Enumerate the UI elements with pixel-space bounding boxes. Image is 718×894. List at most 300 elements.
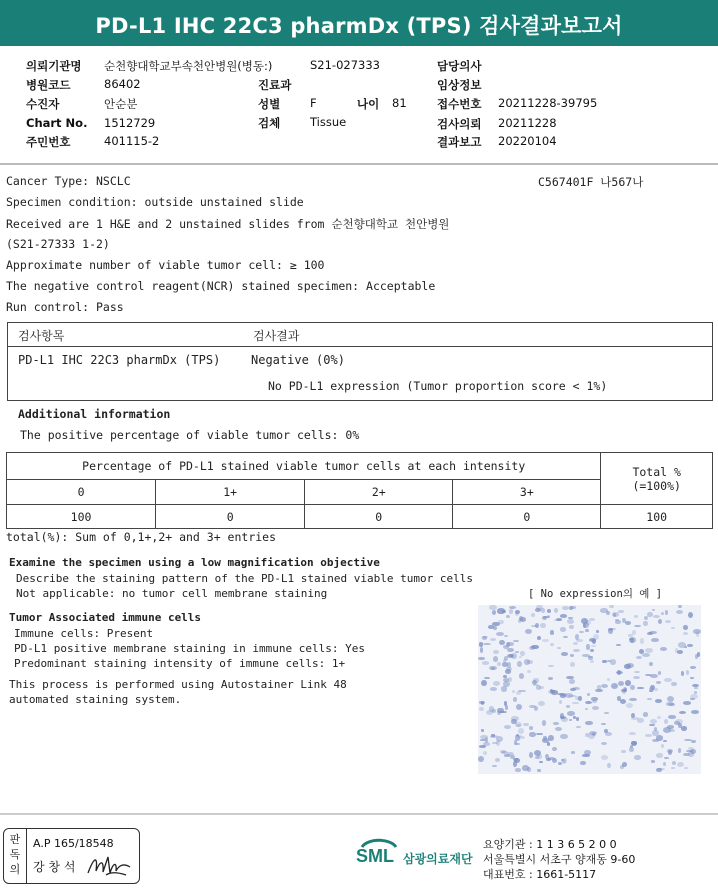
stained-nucleus bbox=[555, 727, 562, 732]
stained-nucleus bbox=[605, 732, 613, 736]
stained-nucleus bbox=[558, 762, 562, 766]
stained-nucleus bbox=[496, 736, 503, 742]
institution-value: 순천향대학교부속천안병원(병동:) bbox=[104, 59, 273, 73]
result-col-item: 검사항목 bbox=[18, 329, 65, 343]
stained-nucleus bbox=[586, 644, 589, 649]
stained-nucleus bbox=[615, 620, 621, 623]
stained-nucleus bbox=[690, 694, 698, 699]
stained-nucleus bbox=[482, 636, 487, 640]
stained-nucleus bbox=[490, 638, 496, 641]
intensity-level: 3+ bbox=[453, 480, 601, 505]
stained-nucleus bbox=[667, 696, 674, 702]
stained-nucleus bbox=[694, 687, 699, 690]
stained-nucleus bbox=[550, 643, 554, 646]
stained-nucleus bbox=[492, 765, 497, 767]
clinical-info-label: 임상정보 bbox=[437, 78, 482, 92]
stained-nucleus bbox=[483, 643, 491, 645]
stained-nucleus bbox=[497, 711, 501, 715]
stamp-label: 판독의 bbox=[9, 833, 21, 876]
stained-nucleus bbox=[634, 755, 641, 760]
stained-nucleus bbox=[658, 619, 663, 625]
stained-nucleus bbox=[601, 755, 608, 760]
stained-nucleus bbox=[491, 734, 495, 736]
stained-nucleus bbox=[607, 678, 610, 681]
stained-nucleus bbox=[529, 646, 535, 650]
stained-nucleus bbox=[536, 685, 541, 689]
stained-nucleus bbox=[601, 723, 606, 725]
stained-nucleus bbox=[509, 606, 516, 609]
stained-nucleus bbox=[691, 710, 699, 714]
stained-nucleus bbox=[571, 751, 575, 754]
stained-nucleus bbox=[668, 750, 673, 755]
stained-nucleus bbox=[622, 762, 628, 767]
stained-nucleus bbox=[560, 734, 567, 739]
no-expression-slide-image bbox=[478, 605, 701, 774]
stained-nucleus bbox=[539, 761, 543, 764]
stained-nucleus bbox=[478, 756, 484, 762]
total-header-line1: Total % bbox=[632, 464, 681, 479]
stained-nucleus bbox=[578, 696, 581, 701]
stained-nucleus bbox=[518, 728, 524, 734]
stained-nucleus bbox=[676, 610, 683, 614]
stained-nucleus bbox=[540, 623, 546, 629]
intensity-level: 0 bbox=[7, 480, 156, 505]
stained-nucleus bbox=[636, 656, 643, 660]
stained-nucleus bbox=[535, 756, 539, 759]
stained-nucleus bbox=[690, 677, 695, 679]
stained-nucleus bbox=[506, 667, 512, 671]
report-title: PD-L1 IHC 22C3 pharmDx (TPS) 검사결과보고서 bbox=[95, 14, 623, 38]
stained-nucleus bbox=[612, 612, 619, 617]
stained-nucleus bbox=[493, 650, 500, 654]
stained-nucleus bbox=[637, 687, 643, 689]
stained-nucleus bbox=[561, 652, 568, 656]
stained-nucleus bbox=[591, 645, 596, 647]
request-date-label: 검사의뢰 bbox=[437, 117, 482, 131]
stained-nucleus bbox=[634, 671, 640, 673]
stained-nucleus bbox=[548, 677, 553, 680]
stained-nucleus bbox=[534, 750, 541, 756]
stained-nucleus bbox=[516, 691, 521, 695]
stained-nucleus bbox=[519, 656, 522, 658]
stained-nucleus bbox=[616, 644, 620, 646]
stained-nucleus bbox=[482, 661, 489, 664]
stained-nucleus bbox=[642, 653, 650, 657]
stained-nucleus bbox=[656, 681, 661, 684]
result-header-divider bbox=[7, 346, 713, 347]
stained-nucleus bbox=[596, 630, 599, 634]
stained-nucleus bbox=[664, 757, 669, 759]
id-value: 401115-2 bbox=[104, 134, 160, 148]
viable-tumor-count: Approximate number of viable tumor cell: ≥ 100 bbox=[6, 258, 325, 272]
stained-nucleus bbox=[655, 699, 662, 703]
stained-nucleus bbox=[621, 750, 626, 754]
institution-label: 의뢰기관명 bbox=[26, 59, 82, 73]
stained-nucleus bbox=[584, 750, 591, 755]
stained-nucleus bbox=[523, 723, 529, 726]
stained-nucleus bbox=[508, 677, 513, 683]
stained-nucleus bbox=[683, 701, 691, 705]
stained-nucleus bbox=[683, 632, 688, 635]
stained-nucleus bbox=[585, 701, 592, 704]
sex-label: 성별 bbox=[258, 97, 281, 111]
stained-nucleus bbox=[656, 768, 661, 772]
stained-nucleus bbox=[663, 762, 666, 766]
stained-nucleus bbox=[633, 676, 640, 679]
intensity-table bbox=[6, 452, 713, 529]
stained-nucleus bbox=[517, 661, 522, 666]
stained-nucleus bbox=[495, 758, 500, 761]
stained-nucleus bbox=[483, 751, 488, 756]
immune-title: Tumor Associated immune cells bbox=[9, 611, 202, 624]
stained-nucleus bbox=[573, 642, 578, 645]
stained-nucleus bbox=[645, 648, 653, 653]
stained-nucleus bbox=[519, 673, 524, 679]
stained-nucleus bbox=[481, 701, 484, 705]
stained-nucleus bbox=[576, 639, 582, 642]
stained-nucleus bbox=[671, 627, 675, 629]
intensity-value: 100 bbox=[7, 505, 156, 529]
stained-nucleus bbox=[592, 706, 599, 710]
result-col-result: 검사결과 bbox=[253, 329, 300, 343]
stained-nucleus bbox=[575, 696, 578, 700]
stained-nucleus bbox=[529, 726, 533, 729]
stained-nucleus bbox=[484, 677, 489, 679]
stained-nucleus bbox=[547, 609, 551, 613]
stained-nucleus bbox=[687, 644, 693, 647]
stained-nucleus bbox=[569, 679, 574, 684]
stained-nucleus bbox=[618, 681, 624, 686]
stained-nucleus bbox=[559, 700, 562, 704]
stained-nucleus bbox=[669, 729, 675, 732]
stained-nucleus bbox=[600, 608, 607, 612]
stained-nucleus bbox=[553, 722, 560, 725]
stained-nucleus bbox=[516, 704, 522, 710]
stained-nucleus bbox=[507, 654, 514, 658]
signature-graphic bbox=[86, 851, 132, 879]
specimen-label: 검체 bbox=[258, 116, 281, 130]
stained-nucleus bbox=[626, 663, 634, 668]
stained-nucleus bbox=[643, 712, 649, 716]
run-control: Run control: Pass bbox=[6, 300, 124, 314]
chart-no-value: 1512729 bbox=[104, 116, 156, 130]
stained-nucleus bbox=[496, 632, 503, 636]
stained-nucleus bbox=[514, 740, 517, 745]
stained-nucleus bbox=[602, 660, 607, 664]
stained-nucleus bbox=[643, 621, 647, 627]
stained-nucleus bbox=[506, 642, 510, 647]
department-label: 진료과 bbox=[258, 78, 292, 92]
stained-nucleus bbox=[512, 690, 515, 693]
stained-nucleus bbox=[609, 605, 613, 608]
image-caption: [ No expression의 예 ] bbox=[528, 588, 663, 600]
stained-nucleus bbox=[624, 688, 628, 692]
examine-title: Examine the specimen using a low magnification objective bbox=[9, 556, 380, 569]
stained-nucleus bbox=[509, 609, 513, 613]
stained-nucleus bbox=[497, 662, 502, 666]
stained-nucleus bbox=[570, 654, 574, 657]
stained-nucleus bbox=[566, 705, 570, 708]
stained-nucleus bbox=[516, 724, 522, 728]
stained-nucleus bbox=[651, 760, 655, 763]
stained-nucleus bbox=[632, 630, 636, 635]
stained-nucleus bbox=[640, 638, 644, 644]
stained-nucleus bbox=[529, 732, 536, 737]
stained-nucleus bbox=[688, 612, 693, 618]
stained-nucleus bbox=[656, 735, 663, 740]
stained-nucleus bbox=[576, 726, 580, 728]
examine-line-2: Not applicable: no tumor cell membrane staining bbox=[16, 587, 328, 600]
stained-nucleus bbox=[504, 725, 511, 729]
stained-nucleus bbox=[585, 708, 589, 710]
stained-nucleus bbox=[566, 676, 574, 679]
organization-address: 서울특별시 서초구 양재동 9-60 bbox=[483, 853, 636, 866]
stamp-divider bbox=[26, 828, 27, 884]
stained-nucleus bbox=[667, 725, 674, 729]
stained-nucleus bbox=[489, 605, 497, 610]
stained-nucleus bbox=[625, 621, 630, 625]
ncr-result: The negative control reagent(NCR) stained specimen: Acceptable bbox=[6, 279, 436, 293]
stained-nucleus bbox=[582, 654, 590, 657]
stained-nucleus bbox=[691, 740, 696, 743]
stained-nucleus bbox=[671, 767, 674, 769]
footer-divider bbox=[0, 813, 718, 815]
stained-nucleus bbox=[488, 625, 494, 628]
stained-nucleus bbox=[585, 721, 592, 725]
stained-nucleus bbox=[592, 732, 596, 736]
patient-label: 수진자 bbox=[26, 97, 60, 111]
doctor-label: 담당의사 bbox=[437, 59, 482, 73]
stained-nucleus bbox=[629, 698, 637, 701]
stained-nucleus bbox=[649, 662, 653, 666]
stained-nucleus bbox=[570, 662, 575, 667]
stained-nucleus bbox=[493, 681, 501, 686]
stained-nucleus bbox=[541, 608, 544, 613]
examine-line-1: Describe the staining pattern of the PD-L1 stained viable tumor cells bbox=[16, 572, 473, 585]
agency-number: 요양기관 : 1 1 3 6 5 2 0 0 bbox=[483, 838, 617, 851]
stained-nucleus bbox=[525, 629, 532, 634]
stained-nucleus bbox=[654, 688, 658, 691]
stained-nucleus bbox=[522, 765, 529, 770]
stained-nucleus bbox=[684, 646, 687, 648]
stained-nucleus bbox=[513, 761, 517, 767]
stained-nucleus bbox=[542, 639, 550, 642]
stained-nucleus bbox=[631, 741, 638, 744]
stained-nucleus bbox=[649, 690, 653, 693]
stained-nucleus bbox=[660, 647, 668, 651]
intensity-level: 1+ bbox=[156, 480, 305, 505]
stained-nucleus bbox=[681, 671, 684, 676]
stained-nucleus bbox=[684, 767, 688, 769]
stained-nucleus bbox=[535, 623, 539, 628]
intensity-value: 0 bbox=[156, 505, 305, 529]
result-value: Negative (0%) bbox=[251, 353, 345, 367]
stained-nucleus bbox=[585, 733, 589, 737]
organization-phone: 대표번호 : 1661-5117 bbox=[483, 868, 597, 881]
stained-nucleus bbox=[537, 769, 541, 771]
stained-nucleus bbox=[547, 742, 550, 745]
stained-nucleus bbox=[515, 610, 520, 614]
stained-nucleus bbox=[686, 670, 689, 675]
stained-nucleus bbox=[668, 715, 676, 718]
stained-nucleus bbox=[690, 666, 696, 669]
patient-value: 안순분 bbox=[104, 97, 138, 111]
stained-nucleus bbox=[678, 605, 681, 608]
stained-nucleus bbox=[590, 649, 594, 652]
stained-nucleus bbox=[663, 740, 667, 742]
doctor-name: 강 창 석 bbox=[33, 860, 76, 874]
immune-line-1: Immune cells: Present bbox=[14, 627, 154, 640]
stained-nucleus bbox=[527, 670, 531, 674]
process-line-1: This process is performed using Autostainer Link 48 bbox=[9, 678, 347, 691]
process-line-2: automated staining system. bbox=[9, 693, 182, 706]
stained-nucleus bbox=[665, 610, 669, 615]
stained-nucleus bbox=[616, 671, 623, 674]
stained-nucleus bbox=[674, 721, 680, 725]
stained-nucleus bbox=[569, 719, 572, 721]
stained-nucleus bbox=[587, 693, 590, 696]
stained-nucleus bbox=[548, 665, 554, 667]
stained-nucleus bbox=[569, 625, 574, 628]
immune-line-3: Predominant staining intensity of immune cells: 1+ bbox=[14, 657, 346, 670]
hospital-code-value: 86402 bbox=[104, 77, 141, 91]
stained-nucleus bbox=[490, 687, 497, 691]
doctor-license: A.P 165/18548 bbox=[33, 837, 114, 850]
stained-nucleus bbox=[560, 614, 568, 617]
institution-code: S21-027333 bbox=[310, 58, 380, 72]
stained-nucleus bbox=[571, 606, 576, 609]
stained-nucleus bbox=[647, 632, 654, 636]
stained-nucleus bbox=[630, 685, 635, 690]
stained-nucleus bbox=[562, 759, 566, 764]
stained-nucleus bbox=[557, 647, 562, 650]
stained-nucleus bbox=[607, 660, 611, 662]
stained-nucleus bbox=[601, 742, 607, 745]
stained-nucleus bbox=[538, 701, 545, 706]
stained-nucleus bbox=[671, 682, 677, 686]
stained-nucleus bbox=[647, 612, 652, 617]
stained-nucleus bbox=[502, 610, 507, 614]
stained-nucleus bbox=[573, 649, 580, 653]
sex-value: F bbox=[310, 96, 317, 110]
stained-nucleus bbox=[478, 657, 485, 659]
stained-nucleus bbox=[661, 612, 664, 615]
stained-nucleus bbox=[554, 608, 558, 613]
stained-nucleus bbox=[618, 610, 624, 614]
stained-nucleus bbox=[607, 763, 611, 768]
chart-no-label: Chart No. bbox=[26, 116, 88, 130]
stained-nucleus bbox=[634, 615, 638, 618]
stained-nucleus bbox=[651, 638, 659, 642]
stained-nucleus bbox=[666, 702, 674, 706]
stained-nucleus bbox=[677, 650, 683, 654]
receipt-no-value: 20211228-39795 bbox=[498, 96, 598, 110]
stained-nucleus bbox=[579, 631, 585, 633]
stained-nucleus bbox=[631, 717, 639, 719]
stained-nucleus bbox=[518, 736, 525, 739]
stained-nucleus bbox=[481, 680, 487, 686]
sml-logo-text: SML bbox=[356, 846, 394, 866]
total-note: total(%): Sum of 0,1+,2+ and 3+ entries bbox=[6, 530, 277, 544]
stained-nucleus bbox=[658, 671, 662, 675]
stained-nucleus bbox=[548, 735, 554, 741]
stained-nucleus bbox=[634, 625, 641, 627]
stained-nucleus bbox=[690, 749, 696, 754]
stained-nucleus bbox=[513, 640, 518, 642]
stained-nucleus bbox=[491, 667, 496, 669]
stained-nucleus bbox=[542, 720, 546, 725]
received-line-2: (S21-27333 1-2) bbox=[6, 237, 110, 251]
result-expression: No PD-L1 expression (Tumor proportion score < 1%) bbox=[268, 379, 608, 393]
stained-nucleus bbox=[652, 609, 656, 611]
info-divider bbox=[0, 163, 718, 165]
id-label: 주민번호 bbox=[26, 135, 71, 149]
stained-nucleus bbox=[665, 620, 671, 623]
total-header bbox=[601, 453, 713, 505]
positive-percentage: The positive percentage of viable tumor cells: 0% bbox=[20, 428, 360, 442]
intensity-value: 0 bbox=[305, 505, 453, 529]
stained-nucleus bbox=[664, 719, 668, 724]
stained-nucleus bbox=[563, 636, 569, 638]
stained-nucleus bbox=[524, 659, 530, 665]
stained-nucleus bbox=[492, 610, 497, 616]
stained-nucleus bbox=[479, 707, 484, 711]
stained-nucleus bbox=[567, 619, 575, 624]
stained-nucleus bbox=[560, 627, 567, 632]
stained-nucleus bbox=[595, 689, 602, 692]
stained-nucleus bbox=[657, 716, 661, 719]
intensity-value: 0 bbox=[453, 505, 601, 529]
stained-nucleus bbox=[534, 706, 538, 711]
stained-nucleus bbox=[656, 753, 663, 758]
stained-nucleus bbox=[679, 711, 686, 714]
organization-name: 삼광의료재단 bbox=[403, 852, 473, 866]
stained-nucleus bbox=[693, 629, 701, 634]
stained-nucleus bbox=[481, 729, 484, 732]
stained-nucleus bbox=[583, 623, 586, 628]
stained-nucleus bbox=[684, 739, 692, 741]
request-date-value: 20211228 bbox=[498, 116, 557, 130]
stained-nucleus bbox=[653, 615, 660, 619]
stained-nucleus bbox=[537, 636, 541, 640]
stained-nucleus bbox=[480, 647, 483, 653]
stained-nucleus bbox=[554, 619, 562, 621]
specimen-value: Tissue bbox=[310, 115, 347, 129]
stained-nucleus bbox=[585, 629, 589, 632]
stained-nucleus bbox=[519, 616, 523, 621]
stained-nucleus bbox=[552, 747, 557, 751]
stained-nucleus bbox=[593, 634, 599, 640]
stained-nucleus bbox=[570, 688, 576, 691]
intensity-total: 100 bbox=[601, 505, 713, 529]
stained-nucleus bbox=[548, 690, 555, 693]
stained-nucleus bbox=[629, 637, 637, 643]
stained-nucleus bbox=[601, 684, 608, 688]
stained-nucleus bbox=[645, 734, 652, 736]
report-date-label: 결과보고 bbox=[437, 135, 482, 149]
additional-info-title: Additional information bbox=[18, 407, 171, 421]
stained-nucleus bbox=[580, 761, 585, 765]
stained-nucleus bbox=[650, 719, 657, 724]
stained-nucleus bbox=[678, 748, 682, 753]
stained-nucleus bbox=[562, 606, 569, 610]
stained-nucleus bbox=[503, 681, 510, 687]
stained-nucleus bbox=[492, 742, 498, 744]
intensity-header: Percentage of PD-L1 stained viable tumor cells at each intensity bbox=[7, 453, 601, 480]
cancer-type: Cancer Type: NSCLC bbox=[6, 174, 131, 188]
stained-nucleus bbox=[672, 761, 676, 766]
received-line-1: Received are 1 H&E and 2 unstained slides from 순천향대학교 천안병원 bbox=[6, 217, 450, 231]
